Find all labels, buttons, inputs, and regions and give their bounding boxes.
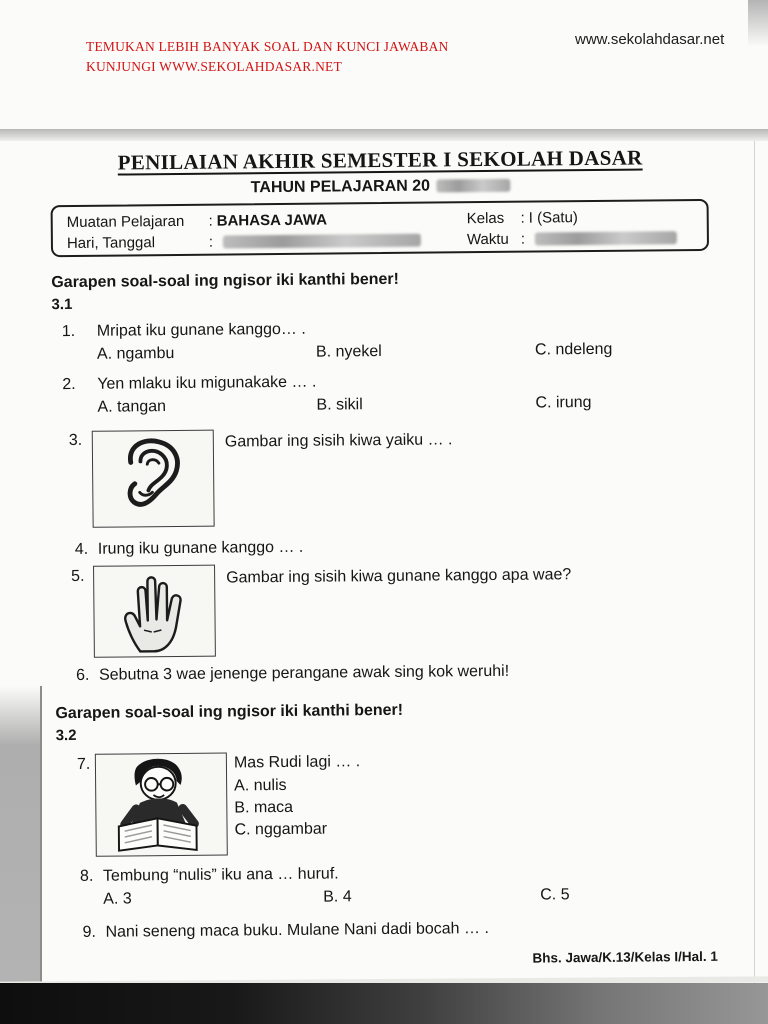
date-cell [67,229,467,254]
time-cell [467,227,693,250]
question-8-option-a: A. 3 [103,890,132,908]
redacted-year [436,179,510,193]
year-line-text: TAHUN PELAJARAN 20 [250,177,431,197]
info-box [51,199,709,257]
question-6-text: Sebutna 3 wae jenenge perangane awak sing kok weruhi! [98,662,510,684]
promo-line-1: TEMUKAN LEBIH BANYAK SOAL DAN KUNCI JAWABAN [86,39,449,54]
question-2-text: Yen mlaku iku migunakake … . [97,373,317,393]
question-5-text: Gambar ing sisih kiwa gunane kanggo apa wae? [226,566,572,587]
time-label: Waktu [466,230,509,249]
year-line [0,174,764,199]
question-4-text: Irung iku gunane kanggo … . [97,538,304,558]
promo-line-2: KUNJUNGI WWW.SEKOLAHDASAR.NET [86,59,342,75]
redacted-time [535,231,677,245]
subject-label: Muatan Pelajaran [66,212,185,232]
scan-top-margin [0,0,768,129]
section-2-instruction: Garapen soal-soal ing ngisor iki kanthi bener! [55,701,404,723]
question-9-number: 9. [82,923,96,941]
question-8-text: Tembung “nulis” iku ana … huruf. [102,865,339,885]
section-1-code: 3.1 [51,295,73,314]
question-9-text: Nani seneng maca buku. Mulane Nani dadi bocah … . [105,920,489,941]
promo-text [86,37,449,78]
hand-image-box [93,565,216,658]
boy-image-box [95,753,228,857]
bottom-scan-band [0,983,768,1024]
exam-title: PENILAIAN AKHIR SEMESTER I SEKOLAH DASAR [117,145,643,175]
class-value: I (Satu) [528,209,578,227]
question-7-number: 7. [76,755,91,773]
section-2-code: 3.2 [55,726,77,745]
question-7-option-a: A. nulis [234,776,287,795]
class-cell [467,206,693,229]
question-1-text: Mripat iku gunane kanggo… . [96,320,306,340]
question-1-number: 1. [61,322,76,341]
question-1-option-c: C. ndeleng [534,340,613,359]
question-8-option-b: B. 4 [323,888,352,906]
question-8-number: 8. [79,867,94,885]
hand-illustration [94,566,215,656]
scan-corner-shadow [748,0,768,55]
question-6-number: 6. [75,666,90,684]
redacted-date [223,234,421,249]
question-1-option-a: A. ngambu [96,345,175,363]
question-2-option-a: A. tangan [97,398,167,416]
exam-page [0,141,768,983]
question-5-number: 5. [71,567,85,586]
date-label: Hari, Tanggal [66,234,156,253]
section-1-instruction: Garapen soal-soal ing ngisor iki kanthi bener! [51,270,400,292]
ear-image-box [92,430,215,528]
question-7-option-b: B. maca [234,798,294,817]
exam-content [0,137,768,986]
subject-separator: : [208,212,213,230]
time-separator: : [520,230,526,248]
question-2-option-c: C. irung [535,394,592,412]
question-3-number: 3. [68,431,83,450]
class-separator: : [520,209,525,227]
boy-reading-illustration [96,754,227,855]
question-4-number: 4. [74,540,89,558]
question-2-option-b: B. sikil [316,396,363,414]
question-1-option-b: B. nyekel [315,343,382,361]
class-label: Kelas [466,209,505,228]
website-url: www.sekolahdasar.net [575,31,725,48]
page-footer: Bhs. Jawa/K.13/Kelas I/Hal. 1 [532,948,718,966]
question-7-option-c: C. nggambar [234,820,328,839]
subject-value: BAHASA JAWA [216,211,328,230]
date-separator: : [208,233,214,251]
ear-illustration [93,431,214,526]
question-2-number: 2. [62,375,76,394]
question-8-option-c: C. 5 [540,886,570,904]
question-7-text: Mas Rudi lagi … . [233,753,361,772]
question-3-text: Gambar ing sisih kiwa yaiku … . [224,431,453,451]
